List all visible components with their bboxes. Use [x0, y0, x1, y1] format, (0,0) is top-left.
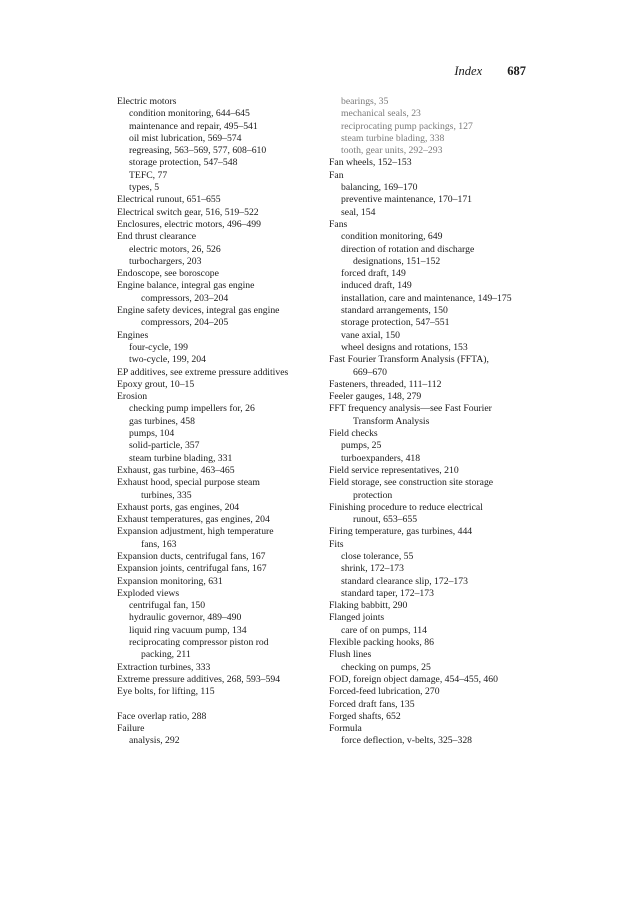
- index-entry: Erosion: [117, 391, 148, 403]
- index-entry: Expansion joints, centrifugal fans, 167: [117, 563, 267, 575]
- index-entry: Flaking babbitt, 290: [329, 600, 408, 612]
- index-subentry: storage protection, 547–548: [129, 157, 238, 169]
- index-entry: Engine safety devices, integral gas engine: [117, 305, 280, 317]
- index-entry: Electrical switch gear, 516, 519–522: [117, 206, 259, 218]
- index-subentry: four-cycle, 199: [129, 341, 188, 353]
- index-subentry: storage protection, 547–551: [341, 317, 450, 329]
- index-subentry: liquid ring vacuum pump, 134: [129, 624, 247, 636]
- index-entry: Electrical runout, 651–655: [117, 194, 221, 206]
- index-entry: Exhaust hood, special purpose steam: [117, 477, 260, 489]
- index-subentry: wheel designs and rotations, 153: [341, 341, 468, 353]
- index-subentry: hydraulic governor, 489–490: [129, 612, 242, 624]
- index-entry: Fan: [329, 169, 344, 181]
- index-entry: EP additives, see extreme pressure additives: [117, 366, 289, 378]
- index-subentry: 669–670: [353, 366, 387, 378]
- index-subentry: seal, 154: [341, 206, 376, 218]
- index-entry: Expansion ducts, centrifugal fans, 167: [117, 550, 266, 562]
- index-subentry: oil mist lubrication, 569–574: [129, 132, 242, 144]
- index-entry: Forced draft fans, 135: [329, 698, 415, 710]
- index-entry: Engines: [117, 329, 149, 341]
- index-entry: Field checks: [329, 428, 378, 440]
- index-entry: Forced-feed lubrication, 270: [329, 686, 440, 698]
- index-subentry: two-cycle, 199, 204: [129, 354, 206, 366]
- index-entry: Firing temperature, gas turbines, 444: [329, 526, 473, 538]
- index-subentry: shrink, 172–173: [341, 563, 404, 575]
- index-entry: Fits: [329, 538, 344, 550]
- index-subentry: balancing, 169–170: [341, 182, 418, 194]
- index-column-right: [329, 96, 512, 748]
- index-entry: Expansion adjustment, high temperature: [117, 526, 274, 538]
- index-entry: Expansion monitoring, 631: [117, 575, 223, 587]
- page-header: [454, 64, 526, 79]
- index-subentry: close tolerance, 55: [341, 550, 414, 562]
- index-subentry: steam turbine blading, 338: [341, 132, 445, 144]
- index-entry: Flush lines: [329, 649, 372, 661]
- index-subentry: checking on pumps, 25: [341, 661, 431, 673]
- index-entry: Exhaust temperatures, gas engines, 204: [117, 514, 270, 526]
- index-subentry: care of on pumps, 114: [341, 624, 427, 636]
- index-entry: Flexible packing hooks, 86: [329, 637, 434, 649]
- index-subentry: types, 5: [129, 182, 160, 194]
- index-subentry: maintenance and repair, 495–541: [129, 120, 258, 132]
- index-entry: FFT frequency analysis—see Fast Fourier: [329, 403, 492, 415]
- index-subentry: protection: [353, 489, 393, 501]
- index-entry: Field service representatives, 210: [329, 464, 459, 476]
- index-subentry: turbochargers, 203: [129, 255, 202, 267]
- index-subentry: TEFC, 77: [129, 169, 168, 181]
- index-subentry: bearings, 35: [341, 96, 389, 107]
- index-entry: Fasteners, threaded, 111–112: [329, 378, 442, 390]
- index-entry: Forged shafts, 652: [329, 710, 401, 722]
- index-entry: Epoxy grout, 10–15: [117, 378, 195, 390]
- index-entry: Face overlap ratio, 288: [117, 710, 207, 722]
- index-entry: Flanged joints: [329, 612, 385, 624]
- index-subentry: pumps, 104: [129, 428, 175, 440]
- index-subentry: condition monitoring, 649: [341, 231, 443, 243]
- index-subentry: runout, 653–655: [353, 514, 418, 526]
- index-entry: Finishing procedure to reduce electrical: [329, 501, 483, 513]
- index-subentry: turboexpanders, 418: [341, 452, 421, 464]
- index-entry: Engine balance, integral gas engine: [117, 280, 255, 292]
- index-subentry: turbines, 335: [141, 489, 192, 501]
- index-entry: Enclosures, electric motors, 496–499: [117, 218, 261, 230]
- entry-spacer: [117, 699, 288, 711]
- index-entry: Endoscope, see boroscope: [117, 268, 219, 280]
- page-number: 687: [507, 64, 526, 78]
- index-subentry: induced draft, 149: [341, 280, 412, 292]
- index-subentry: centrifugal fan, 150: [129, 600, 206, 612]
- index-subentry: solid-particle, 357: [129, 440, 200, 452]
- index-subentry: gas turbines, 458: [129, 415, 195, 427]
- index-entry: FOD, foreign object damage, 454–455, 460: [329, 673, 498, 685]
- index-subentry: reciprocating pump packings, 127: [341, 120, 473, 132]
- index-subentry: tooth, gear units, 292–293: [341, 145, 443, 157]
- index-entry: Extraction turbines, 333: [117, 661, 211, 673]
- section-title: Index: [454, 64, 483, 78]
- index-subentry: designations, 151–152: [353, 255, 441, 267]
- index-entry: Failure: [117, 723, 145, 735]
- index-entry: Formula: [329, 723, 362, 735]
- index-subentry: pumps, 25: [341, 440, 382, 452]
- index-subentry: installation, care and maintenance, 149–175: [341, 292, 512, 304]
- index-subentry: Transform Analysis: [353, 415, 430, 427]
- index-entry: Feeler gauges, 148, 279: [329, 391, 422, 403]
- index-subentry: forced draft, 149: [341, 268, 406, 280]
- index-subentry: fans, 163: [141, 538, 177, 550]
- index-subentry: compressors, 203–204: [141, 292, 229, 304]
- index-entry: Exhaust ports, gas engines, 204: [117, 501, 240, 513]
- index-subentry: condition monitoring, 644–645: [129, 108, 250, 120]
- index-subentry: steam turbine blading, 331: [129, 452, 233, 464]
- index-subentry: analysis, 292: [129, 735, 180, 747]
- index-entry: Fan wheels, 152–153: [329, 157, 412, 169]
- index-subentry: force deflection, v-belts, 325–328: [341, 735, 473, 747]
- index-entry: Fans: [329, 218, 348, 230]
- index-entry: Electric motors: [117, 96, 177, 107]
- index-subentry: mechanical seals, 23: [341, 108, 421, 120]
- index-entry: End thrust clearance: [117, 231, 197, 243]
- index-subentry: standard arrangements, 150: [341, 305, 448, 317]
- index-subentry: electric motors, 26, 526: [129, 243, 221, 255]
- index-subentry: checking pump impellers for, 26: [129, 403, 255, 415]
- index-subentry: standard clearance slip, 172–173: [341, 575, 468, 587]
- index-entry: Field storage, see construction site storage: [329, 477, 494, 489]
- index-subentry: standard taper, 172–173: [341, 587, 434, 599]
- index-subentry: direction of rotation and discharge: [341, 243, 475, 255]
- index-subentry: vane axial, 150: [341, 329, 400, 341]
- index-subentry: compressors, 204–205: [141, 317, 229, 329]
- index-column-left: [117, 96, 288, 748]
- index-entry: Fast Fourier Transform Analysis (FFTA),: [329, 354, 489, 366]
- index-entry: Exhaust, gas turbine, 463–465: [117, 464, 235, 476]
- index-subentry: packing, 211: [141, 649, 191, 661]
- index-subentry: preventive maintenance, 170–171: [341, 194, 473, 206]
- index-entry: Eye bolts, for lifting, 115: [117, 686, 215, 698]
- index-entry: Exploded views: [117, 587, 180, 599]
- index-subentry: regreasing, 563–569, 577, 608–610: [129, 145, 267, 157]
- index-subentry: reciprocating compressor piston rod: [129, 637, 269, 649]
- index-entry: Extreme pressure additives, 268, 593–594: [117, 673, 281, 685]
